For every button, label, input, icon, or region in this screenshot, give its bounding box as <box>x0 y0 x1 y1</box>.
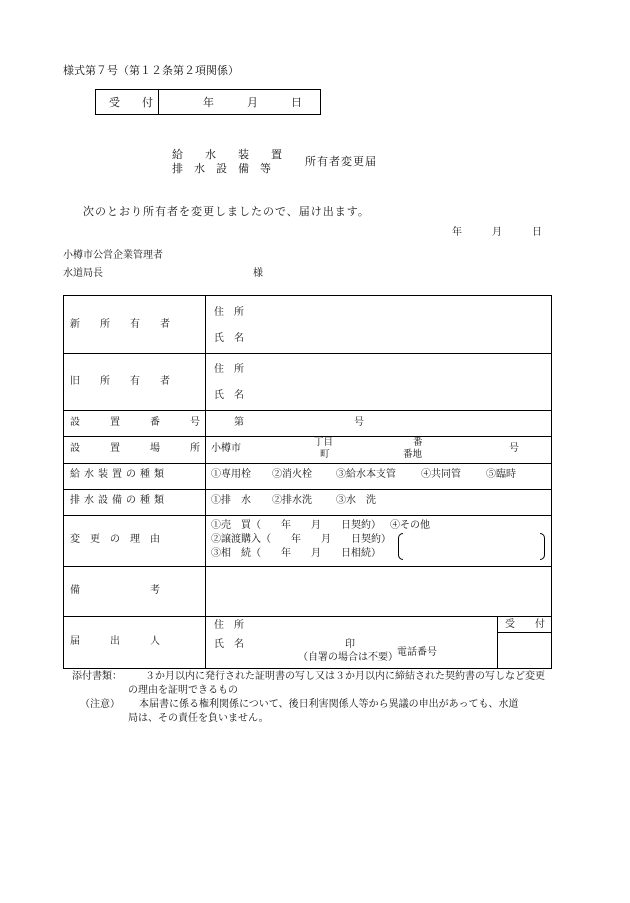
install-number-label: 設 置 番 号 <box>70 417 210 428</box>
install-number-value: 第 号 <box>234 417 364 428</box>
old-owner-address-label: 住 所 <box>214 364 244 375</box>
applicant-seal: 印 <box>345 639 355 650</box>
receipt-label: 受 付 <box>109 96 153 109</box>
caution-text-2: 局は、その責任を負いません。 <box>128 713 269 724</box>
drain-type-option-3: ③水 洗 <box>336 495 376 506</box>
intro-text: 次のとおり所有者を変更しましたので、届け出ます。 <box>83 205 370 218</box>
main-table <box>63 295 552 669</box>
addressee-line-1: 小樽市公営企業管理者 <box>63 250 163 261</box>
applicant-address-label: 住 所 <box>214 620 244 631</box>
supply-type-option-3: ③給水本支管 <box>336 469 396 480</box>
install-place-city: 小樽市 <box>211 443 241 454</box>
title-suffix: 所有者変更届 <box>305 155 377 168</box>
new-owner-label: 新 所 有 者 <box>70 319 170 330</box>
applicant-phone-label: 電話番号 <box>397 647 437 658</box>
old-owner-name-label: 氏 名 <box>214 390 244 401</box>
attach-label: 添付書類： <box>72 671 122 682</box>
addressee-line-2: 水道局長 <box>63 268 103 279</box>
drain-type-option-2: ②排水洗 <box>272 495 312 506</box>
install-place-cho: 町 <box>320 449 330 460</box>
applicant-seal-note: （自署の場合は不要） <box>298 652 398 663</box>
submission-date: 年 月 日 <box>452 227 542 238</box>
old-owner-label: 旧 所 有 者 <box>70 376 170 387</box>
new-owner-name-label: 氏 名 <box>214 333 244 344</box>
attach-text-2: の理由を証明できるもの <box>128 685 238 696</box>
drain-type-option-1: ①排 水 <box>211 495 251 506</box>
install-place-banchi: 番地 <box>403 449 423 460</box>
caution-label: （注意） <box>80 699 120 710</box>
reason-line-3: ③相 続（ 年 月 日相続） <box>211 548 381 559</box>
reason-line-2: ②譲渡購入（ 年 月 日契約） <box>211 534 391 545</box>
applicant-label: 届 出 人 <box>70 636 160 647</box>
caution-text-1: 本届書に係る権利関係について、後日利害関係人等から異議の申出があっても、水道 <box>139 699 519 710</box>
supply-type-label: 給水装置の種類 <box>70 469 168 480</box>
title-line-1: 給 水 装 置 <box>172 148 282 161</box>
applicant-name-label: 氏 名 <box>214 639 244 650</box>
supply-type-option-1: ①専用栓 <box>211 469 251 480</box>
reason-label: 変 更 の 理 由 <box>70 534 160 545</box>
applicant-receipt-label: 受 付 <box>505 619 545 630</box>
supply-type-option-2: ②消火栓 <box>272 469 312 480</box>
install-place-go: 号 <box>509 443 519 454</box>
reason-other: ④その他 <box>390 520 430 531</box>
form-id: 様式第７号（第１２条第２項関係） <box>63 64 239 77</box>
install-place-chome: 丁目 <box>314 437 334 448</box>
install-place-ban: 番 <box>413 437 423 448</box>
receipt-date: 年 月 日 <box>203 96 302 109</box>
drain-type-label: 排水設備の種類 <box>70 495 168 506</box>
reason-line-1: ①売 買（ 年 月 日契約） <box>211 520 381 531</box>
remarks-label: 備 考 <box>70 585 160 596</box>
new-owner-address-label: 住 所 <box>214 307 244 318</box>
addressee-honorific: 様 <box>253 268 263 279</box>
title-line-2: 排 水 設 備 等 <box>172 162 271 175</box>
install-place-label: 設 置 場 所 <box>70 443 210 454</box>
reason-bracket-left <box>398 533 403 560</box>
supply-type-option-4: ④共同管 <box>421 469 461 480</box>
attach-text-1: ３か月以内に発行された証明書の写し又は３か月以内に締結された契約書の写しなど変更 <box>145 671 545 682</box>
reason-bracket-right <box>540 533 545 560</box>
supply-type-option-5: ⑤臨時 <box>486 469 516 480</box>
receipt-box <box>95 89 321 115</box>
